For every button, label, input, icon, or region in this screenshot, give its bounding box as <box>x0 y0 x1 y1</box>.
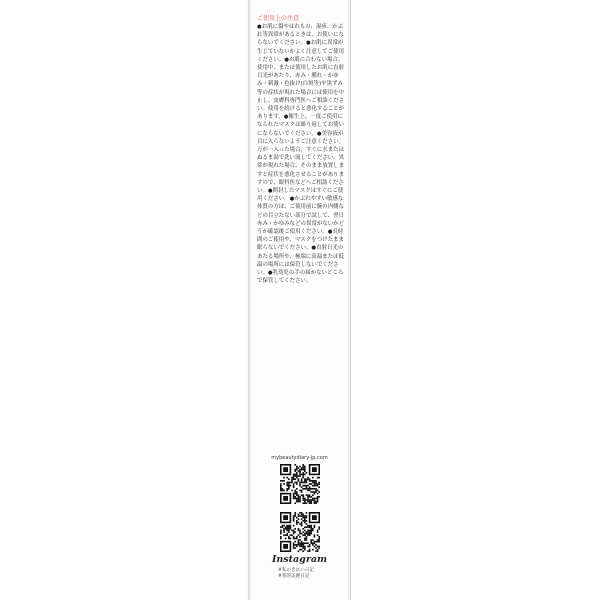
instagram-wordmark: Instagram <box>271 554 328 565</box>
caution-heading: ご使用上の注意 <box>257 15 300 22</box>
website-qr-code-icon[interactable] <box>280 464 320 504</box>
panel-right-edge <box>348 0 350 600</box>
panel-left-edge <box>249 0 251 600</box>
product-side-panel <box>248 0 351 600</box>
hashtag: #私のきれい日記 <box>278 568 315 573</box>
hashtag-list <box>278 568 314 580</box>
instagram-qr-code-icon[interactable] <box>280 512 320 552</box>
caution-text: ●お肌に傷やはれもの、湿疹、かぶれ等異常があるときは、お使いにならないでください。●お肌に異常が生じていないかよく注意してご使用ください。●お肌に合わない場合、使用中、または使用したお肌に直射日光があたり、赤み・腫れ・かゆみ・刺激・色抜け(白斑等)や黒ずみ等の症状が現れた場合には使用を中止し、皮膚科専門医へご相談ください。使用を続けると悪化することがあります。●衛生上、一度ご使用になられたマスクは繰り返してお使いにならないでください。●美容液が目に入らないようご注意ください。万が一入った場合、すぐに水またはぬるま湯で洗い流してください。異常が現れた場合、そのまま放置しますと症状を悪化させることがありますので、眼科医などへご相談ください。●開封したマスクはすぐにご使用ください。●かぶれやすい敏感な体質の方は、ご使用前に腕の内側などの目立たない部分で試して、翌日赤み・かゆみなどの異常がないかどうか確認後ご使用ください。●長時間のご使用や、マスクをつけたまま眠らないでください。●直射日光のあたる場所や、極端に高温または低温の場所には保管しないでください。●乳幼児の手の届かないところで保管してください。 <box>257 24 345 285</box>
hashtag: #我的美麗日記 <box>278 574 310 579</box>
qr-code-icon <box>280 464 320 504</box>
qr-code-icon <box>280 512 320 552</box>
website-url[interactable]: mybeautydiary-jp.com <box>271 455 328 461</box>
